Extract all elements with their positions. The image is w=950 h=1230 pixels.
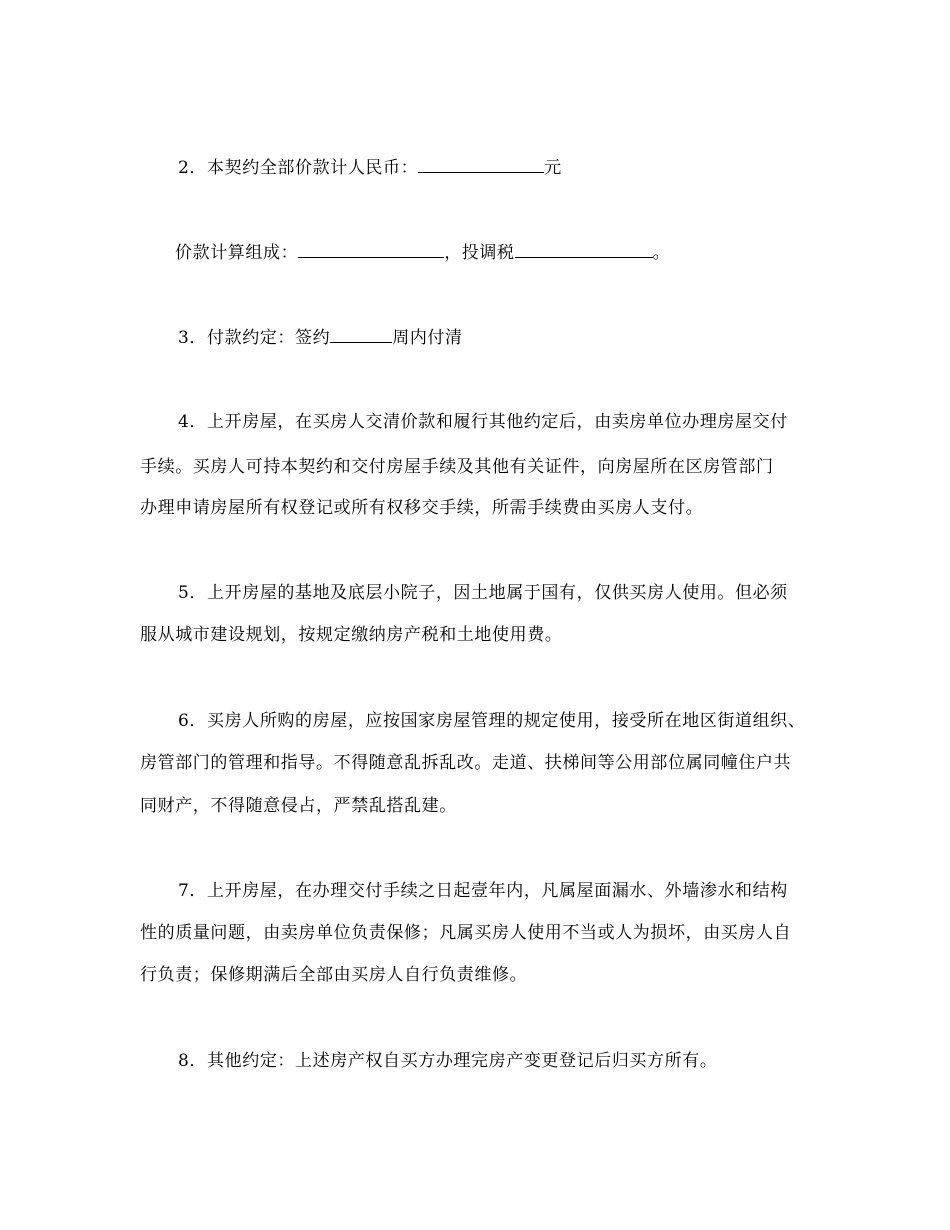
deed-tax-label: ，投调税	[444, 243, 515, 263]
clause-4-line-2: 手续。买房人可持本契约和交付房屋手续及其他有关证件，向房屋所在区房管部门	[140, 457, 774, 477]
clause-2-end-mark: 。	[652, 243, 671, 263]
price-composition-label: 价款计算组成：	[175, 243, 299, 263]
clause-8: 8．其他约定：上述房产权自买方办理完房产变更登记后归买方所有。	[178, 1051, 718, 1071]
payment-terms-suffix: 周内付清	[392, 328, 463, 348]
payment-terms-label: 3．付款约定：签约	[178, 328, 331, 348]
clause-4-line-3: 办理申请房屋所有权登记或所有权移交手续，所需手续费由买房人支付。	[140, 498, 704, 518]
payment-weeks-blank	[330, 326, 392, 343]
total-price-blank	[418, 156, 544, 173]
price-composition-blank	[298, 241, 444, 258]
clause-4-line-1: 4．上开房屋，在买房人交清价款和履行其他约定后，由卖房单位办理房屋交付	[178, 412, 788, 432]
clause-3	[178, 326, 463, 349]
deed-tax-blank	[515, 241, 653, 258]
clause-2-price-label: 2．本契约全部价款计人民币：	[178, 158, 419, 178]
clause-7-line-3: 行负责；保修期满后全部由买房人自行负责维修。	[140, 965, 528, 985]
clause-5-line-1: 5．上开房屋的基地及底层小院子，因土地属于国有，仅供买房人使用。但必须	[178, 583, 788, 603]
clause-2-line-1	[178, 156, 562, 179]
clause-5-line-2: 服从城市建设规划，按规定缴纳房产税和土地使用费。	[140, 625, 563, 645]
clause-7-line-1: 7．上开房屋，在办理交付手续之日起壹年内，凡属屋面漏水、外墙渗水和结构	[178, 881, 788, 901]
clause-6-line-1: 6．买房人所购的房屋，应按国家房屋管理的规定使用，接受所在地区街道组织、	[178, 711, 806, 731]
currency-unit: 元	[544, 158, 562, 178]
clause-2-line-2	[175, 241, 670, 264]
clause-7-line-2: 性的质量问题，由卖房单位负责保修；凡属买房人使用不当或人为损坏，由买房人自	[140, 923, 792, 943]
clause-6-line-2: 房管部门的管理和指导。不得随意乱拆乱改。走道、扶梯间等公用部位属同幢住户共	[140, 753, 792, 773]
clause-6-line-3: 同财产，不得随意侵占，严禁乱搭乱建。	[140, 796, 457, 816]
